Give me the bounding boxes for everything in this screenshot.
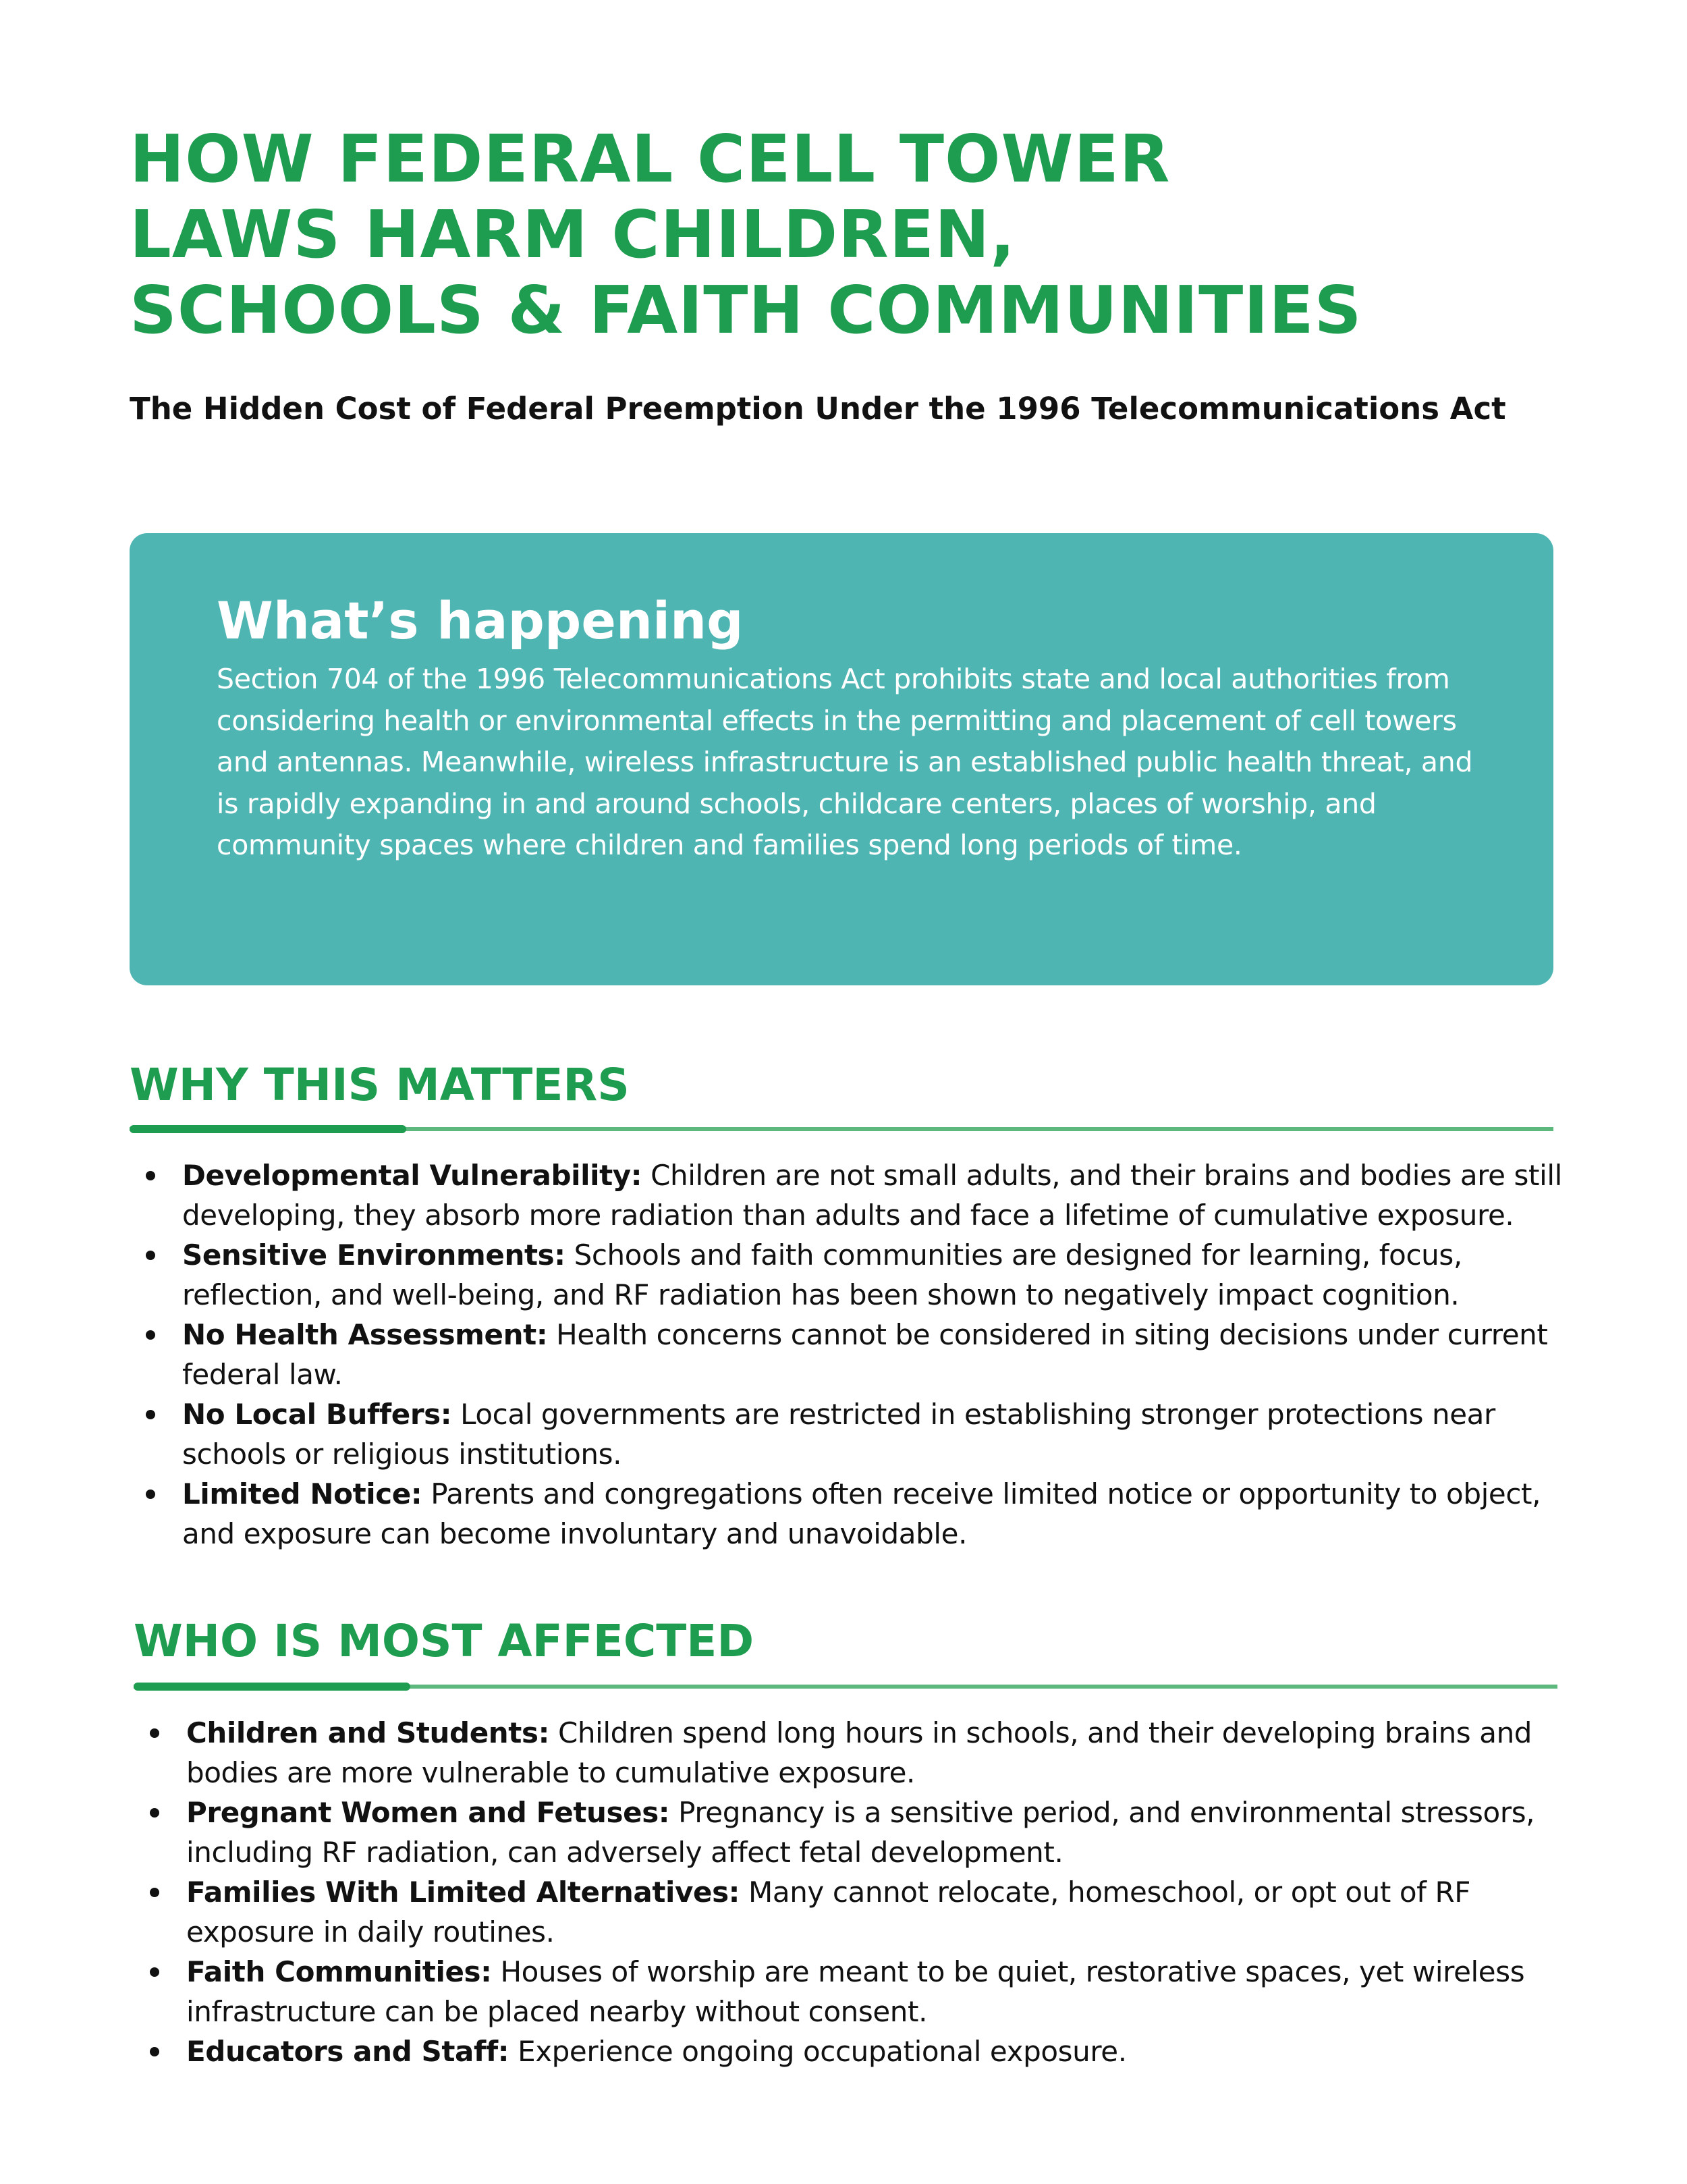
page-title-line-1: HOW FEDERAL CELL TOWER — [130, 121, 1171, 197]
list-item — [134, 1952, 1571, 2031]
list-item-text: Houses of worship are meant to be quiet, restorative spaces, yet wireless infrastructure can be placed nearby without consent. — [186, 1955, 1525, 2028]
list-item-label: Sensitive Environments: — [182, 1238, 565, 1272]
who-is-most-affected-divider — [134, 1685, 1557, 1689]
why-this-matters-divider — [130, 1127, 1553, 1131]
bullet-icon — [146, 1490, 155, 1499]
list-item — [130, 1155, 1567, 1235]
bullet-icon — [146, 1330, 155, 1340]
list-item — [130, 1315, 1567, 1394]
list-item-label: Families With Limited Alternatives: — [186, 1876, 740, 1909]
who-is-most-affected-heading: WHO IS MOST AFFECTED — [134, 1615, 754, 1667]
bullet-icon — [150, 1967, 159, 1977]
list-item-text: Pregnancy is a sensitive period, and environmental stressors, including RF radiation, can adversely affect fetal development. — [186, 1796, 1535, 1869]
list-item-label: No Health Assessment: — [182, 1318, 548, 1351]
bullet-icon — [150, 1888, 159, 1897]
bullet-icon — [146, 1251, 155, 1260]
divider-accent — [130, 1125, 406, 1133]
list-item — [134, 1793, 1571, 1872]
page-title-line-2: LAWS HARM CHILDREN, — [130, 196, 1016, 273]
list-item-label: Limited Notice: — [182, 1477, 422, 1510]
list-item-text: Local governments are restricted in establishing stronger protections near schools or religious institutions. — [182, 1398, 1495, 1471]
list-item-text: Parents and congregations often receive limited notice or opportunity to object, and exposure can become involuntary and unavoidable. — [182, 1477, 1541, 1550]
list-item — [134, 1872, 1571, 1952]
list-item-text: Experience ongoing occupational exposure. — [518, 2035, 1127, 2068]
callout-body: Section 704 of the 1996 Telecommunications Act prohibits state and local authorities from considering health or environmental effects in the permitting and placement of cell towers and antennas. Meanwhile, wireless infrastructure is an established public health threat, and is rapidly expanding in and around schools, childcare centers, places of worship, and community spaces where children and families spend long periods of time. — [217, 663, 1473, 861]
list-item-label: Educators and Staff: — [186, 2035, 509, 2068]
list-item-text: Many cannot relocate, homeschool, or opt out of RF exposure in daily routines. — [186, 1876, 1471, 1948]
list-item — [134, 2031, 1571, 2071]
list-item-text: Health concerns cannot be considered in siting decisions under current federal law. — [182, 1318, 1548, 1391]
who-is-most-affected-list — [134, 1713, 1571, 2071]
why-this-matters-heading: WHY THIS MATTERS — [130, 1059, 630, 1111]
list-item-label: Faith Communities: — [186, 1955, 492, 1988]
bullet-icon — [150, 1808, 159, 1818]
list-item-text: Schools and faith communities are designed for learning, focus, reflection, and well-being, and RF radiation has been shown to negatively impact cognition. — [182, 1238, 1462, 1311]
bullet-icon — [146, 1171, 155, 1180]
list-item — [130, 1474, 1567, 1554]
list-item-label: No Local Buffers: — [182, 1398, 452, 1431]
list-item-text: Children spend long hours in schools, and their developing brains and bodies are more vulnerable to cumulative exposure. — [186, 1716, 1532, 1789]
whats-happening-callout — [130, 533, 1553, 985]
list-item — [130, 1394, 1567, 1474]
page-title — [130, 121, 1648, 348]
page-title-line-3: SCHOOLS & FAITH COMMUNITIES — [130, 272, 1362, 348]
page-subtitle: The Hidden Cost of Federal Preemption Under the 1996 Telecommunications Act — [130, 391, 1506, 427]
list-item-text: Children are not small adults, and their brains and bodies are still developing, they absorb more radiation than adults and face a lifetime of cumulative exposure. — [182, 1159, 1562, 1232]
callout-heading: What’s happening — [217, 591, 744, 651]
bullet-icon — [150, 1728, 159, 1738]
bullet-icon — [150, 2047, 159, 2056]
why-this-matters-list — [130, 1155, 1567, 1554]
bullet-icon — [146, 1410, 155, 1419]
list-item — [134, 1713, 1571, 1793]
list-item-label: Pregnant Women and Fetuses: — [186, 1796, 670, 1829]
list-item — [130, 1235, 1567, 1315]
list-item-label: Children and Students: — [186, 1716, 549, 1749]
divider-accent — [134, 1683, 410, 1691]
list-item-label: Developmental Vulnerability: — [182, 1159, 642, 1192]
